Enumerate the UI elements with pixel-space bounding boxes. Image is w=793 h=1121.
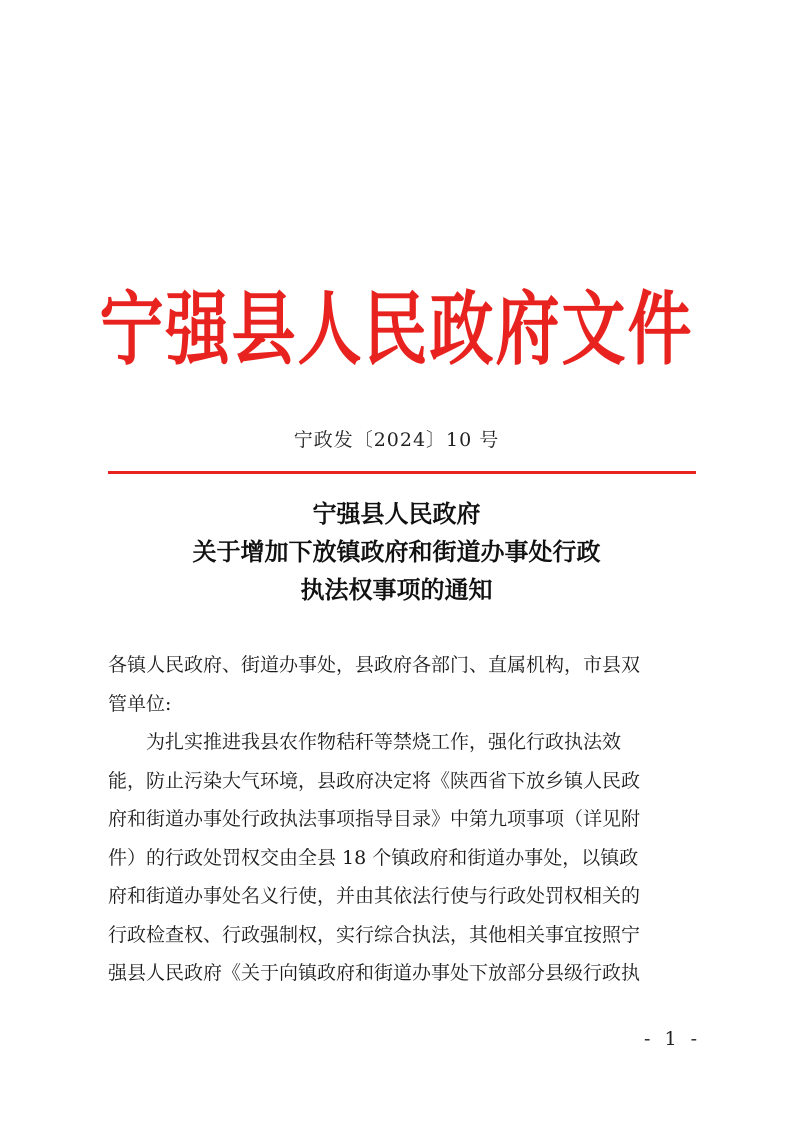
document-body <box>108 646 700 993</box>
document-masthead: 宁强县人民政府文件 <box>99 284 694 377</box>
document-number: 宁政发〔2024〕10 号 <box>293 429 500 451</box>
body-paragraph-line: 府和街道办事处名义行使，并由其依法行使与行政处罚权相关的 <box>108 885 641 907</box>
body-paragraph-line: 行政检查权、行政强制权，实行综合执法，其他相关事宜按照宁 <box>108 923 641 946</box>
body-paragraph-line: 件）的行政处罚权交由全县 18 个镇政府和街道办事处，以镇政 <box>108 846 639 869</box>
red-divider-line <box>108 471 696 474</box>
body-paragraph-line: 为扎实推进我县农作物秸秆等禁烧工作，强化行政执法效 <box>146 731 622 753</box>
title-line: 宁强县人民政府 <box>312 500 481 528</box>
title-line: 关于增加下放镇政府和街道办事处行政 <box>192 538 601 566</box>
body-paragraph-line: 府和街道办事处行政执法事项指导目录》中第九项事项（详见附 <box>108 808 641 830</box>
document-title <box>0 495 793 609</box>
title-line: 执法权事项的通知 <box>300 576 493 604</box>
body-paragraph-line: 强县人民政府《关于向镇政府和街道办事处下放部分县级行政执 <box>108 962 641 984</box>
addressee-line: 各镇人民政府、街道办事处，县政府各部门、直属机构，市县双 <box>108 654 641 676</box>
body-paragraph-line: 能，防止污染大气环境，县政府决定将《陕西省下放乡镇人民政 <box>108 769 641 792</box>
page-number: - 1 - <box>643 1028 701 1050</box>
addressee-line: 管单位: <box>108 692 172 715</box>
